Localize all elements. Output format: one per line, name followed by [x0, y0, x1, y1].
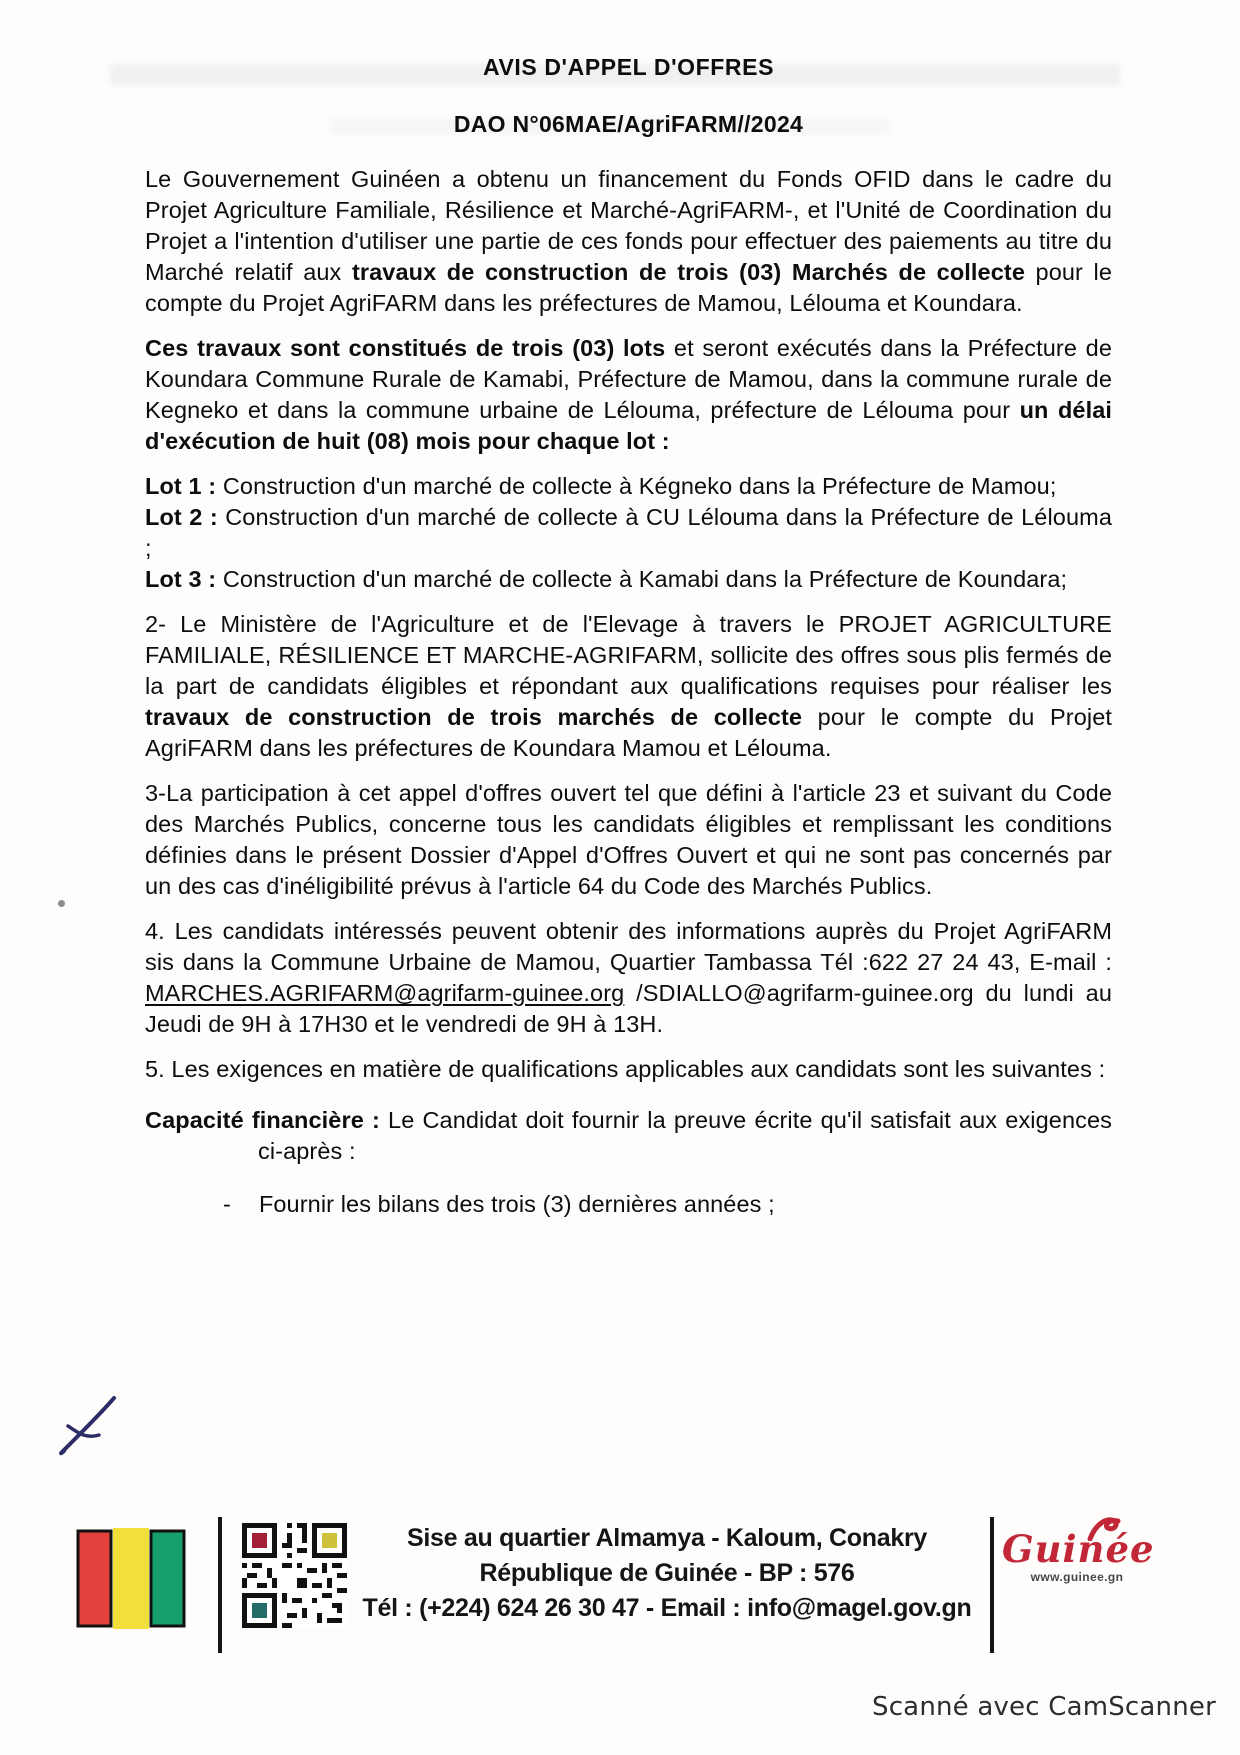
paragraph-qualifications: 5. Les exigences en matière de qualifications applicables aux candidats sont les suivantes : — [145, 1056, 1106, 1082]
paragraph-lots-intro — [145, 333, 1112, 457]
lot-label: Lot 1 : — [145, 473, 217, 499]
lot-item-3 — [145, 564, 1112, 595]
lot-text: Construction d'un marché de collecte à Kégneko dans la Préfecture de Mamou; — [216, 473, 1057, 499]
handwritten-check-mark — [52, 1390, 124, 1462]
footer-divider-right — [990, 1517, 994, 1653]
letterhead-footer — [0, 1505, 1240, 1655]
footer-address-line3: Tél : (+224) 624 26 30 47 - Email : info@magel.gov.gn — [362, 1594, 972, 1622]
paragraph-text: /SDIALLO@agrifarm-guinee.org du lundi au Jeudi de 9H à 17H30 et le vendredi de 9H à 13H. — [145, 980, 1112, 1037]
camscanner-watermark: Scanné avec CamScanner — [871, 1692, 1216, 1722]
guinee-logo — [1002, 1527, 1155, 1584]
paragraph-bold-text: travaux de construction de trois (03) Marchés de collecte — [351, 259, 1025, 285]
lot-label: Lot 2 : — [145, 504, 218, 530]
bullet-item — [223, 1189, 1112, 1220]
paragraph-financing — [145, 164, 1112, 319]
footer-address-line1: Sise au quartier Almamya - Kaloum, Conakry — [407, 1524, 927, 1552]
paragraph-ministry — [145, 609, 1112, 764]
scan-artifact-dot — [58, 900, 65, 907]
footer-divider-left — [218, 1517, 222, 1653]
lot-text: Construction d'un marché de collecte à CU Lélouma dans la Préfecture de Lélouma ; — [145, 504, 1112, 561]
bullet-dash: - — [223, 1191, 231, 1217]
document-number: DAO N°06MAE/AgriFARM//2024 — [453, 111, 804, 137]
paragraph-text: Le Gouvernement Guinéen a obtenu un financement du Fonds OFID dans le cadre du Projet Agriculture Familiale, Résilience et Marché-AgriFARM-, et l'Unité de Coordination du Projet a l'intention d'utiliser une partie de ces fonds pour effectuer des paiements au titre du Marché relatif aux — [145, 166, 1112, 285]
paragraph-bold-text: un délai d'exécution de huit (08) mois pour chaque lot : — [145, 397, 1112, 454]
lot-item-2 — [145, 502, 1112, 564]
paragraph-text: 2- Le Ministère de l'Agriculture et de l'Elevage à travers le PROJET AGRICULTURE FAMILIALE, RÉSILIENCE ET MARCHE-AGRIFARM, sollicite des offres sous plis fermés de la part de candidats éligibles et répondant aux qualifications requises pour réaliser les — [145, 611, 1112, 699]
lot-item-1 — [145, 471, 1112, 502]
paragraph-bold-label: Capacité financière : — [145, 1107, 380, 1133]
paragraph-bold-text: Ces travaux sont constitués de trois (03) lots — [145, 335, 666, 361]
paragraph-financial-capacity — [145, 1105, 1112, 1167]
paragraph-bold-text: travaux de construction de trois marchés de collecte — [145, 704, 803, 730]
paragraph-text: pour le compte du Projet AgriFARM dans les préfectures de Koundara Mamou et Lélouma. — [145, 704, 1113, 761]
paragraph-contact — [145, 916, 1112, 1040]
paragraph-text: Le Candidat doit fournir la preuve écrite qu'il satisfait aux exigences ci-après : — [258, 1107, 1112, 1164]
paragraph-text: pour le compte du Projet AgriFARM dans les préfectures de Mamou, Lélouma et Koundara. — [145, 259, 1112, 316]
paragraph-text: et seront exécutés dans la Préfecture de Koundara Commune Rurale de Kamabi, Préfecture de Mamou, dans la commune rurale de Kegneko et dans la commune urbaine de Lélouma, préfecture de Lélouma pour — [145, 335, 1112, 423]
guinee-logo-text: Guinée — [1002, 1527, 1155, 1571]
guinee-logo-swirl-icon — [1086, 1515, 1126, 1541]
lots-list — [145, 471, 1112, 595]
lot-text: Construction d'un marché de collecte à Kamabi dans la Préfecture de Koundara; — [216, 566, 1068, 592]
paragraph-participation: 3-La participation à cet appel d'offres ouvert tel que défini à l'article 23 et suivant du Code des Marchés Publics, concerne tous les candidats éligibles et remplissant les conditions définies dans le présent Dossier d'Appel d'Offres Ouvert et qui ne sont pas concernés par un des cas d'inéligibilité prévus à l'article 64 du Code des Marchés Publics. — [145, 780, 1112, 899]
footer-address-block — [352, 1521, 982, 1626]
document-title: AVIS D'APPEL D'OFFRES — [482, 54, 775, 80]
paragraph-text: 4. Les candidats intéressés peuvent obtenir des informations auprès du Projet AgriFARM sis dans la Commune Urbaine de Mamou, Quartier Tambassa Tél :622 27 24 43, E-mail : — [145, 918, 1112, 975]
lot-label: Lot 3 : — [145, 566, 217, 592]
guinee-logo-url: www.guinee.gn — [1030, 1570, 1124, 1584]
bullet-text: Fournir les bilans des trois (3) dernières années ; — [258, 1191, 775, 1217]
footer-address-line2: République de Guinée - BP : 576 — [479, 1559, 855, 1587]
qr-code-icon — [242, 1523, 347, 1628]
document-body — [145, 52, 1112, 1220]
guinea-flag-icon — [75, 1527, 187, 1631]
email-link: MARCHES.AGRIFARM@agrifarm-guinee.org — [145, 980, 625, 1006]
